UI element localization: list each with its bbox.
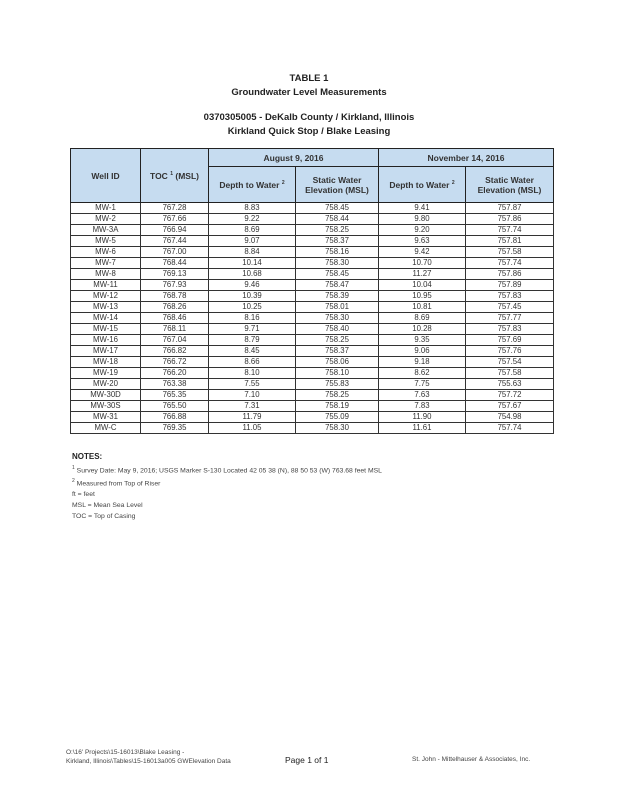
header-static-aug: Static Water Elevation (MSL) bbox=[296, 167, 379, 203]
cell-depth-aug: 7.10 bbox=[209, 390, 296, 401]
cell-depth-aug: 11.79 bbox=[209, 412, 296, 423]
table-row bbox=[71, 247, 554, 258]
cell-static-nov: 757.58 bbox=[466, 368, 554, 379]
table-row bbox=[71, 203, 554, 214]
table-row bbox=[71, 291, 554, 302]
cell-depth-nov: 8.69 bbox=[379, 313, 466, 324]
cell-depth-aug: 10.68 bbox=[209, 269, 296, 280]
note-toc: TOC = Top of Casing bbox=[72, 512, 136, 520]
cell-depth-nov: 9.63 bbox=[379, 236, 466, 247]
cell-static-nov: 757.69 bbox=[466, 335, 554, 346]
cell-static-aug: 758.06 bbox=[296, 357, 379, 368]
cell-depth-nov: 10.28 bbox=[379, 324, 466, 335]
cell-depth-nov: 10.04 bbox=[379, 280, 466, 291]
note-msl: MSL = Mean Sea Level bbox=[72, 501, 143, 509]
cell-depth-nov: 7.63 bbox=[379, 390, 466, 401]
cell-depth-nov: 10.95 bbox=[379, 291, 466, 302]
cell-depth-nov: 9.18 bbox=[379, 357, 466, 368]
cell-depth-nov: 9.42 bbox=[379, 247, 466, 258]
cell-static-nov: 757.74 bbox=[466, 423, 554, 434]
cell-static-aug: 758.45 bbox=[296, 203, 379, 214]
cell-static-nov: 757.83 bbox=[466, 324, 554, 335]
cell-toc: 763.38 bbox=[141, 379, 209, 390]
table-title: TABLE 1 bbox=[289, 73, 329, 84]
table-row bbox=[71, 214, 554, 225]
cell-static-aug: 758.19 bbox=[296, 401, 379, 412]
cell-depth-aug: 10.25 bbox=[209, 302, 296, 313]
header-well-id: Well ID bbox=[71, 149, 141, 203]
table-row bbox=[71, 390, 554, 401]
cell-depth-aug: 8.45 bbox=[209, 346, 296, 357]
table-subtitle: Groundwater Level Measurements bbox=[231, 87, 387, 98]
note-2: $^2$ Measured from Top of Riser bbox=[72, 478, 161, 488]
cell-static-nov: 757.83 bbox=[466, 291, 554, 302]
cell-toc: 768.44 bbox=[141, 258, 209, 269]
note-ft: ft = feet bbox=[72, 491, 95, 499]
cell-static-nov: 757.67 bbox=[466, 401, 554, 412]
cell-well-id: MW-17 bbox=[71, 346, 141, 357]
cell-depth-aug: 9.07 bbox=[209, 236, 296, 247]
cell-depth-aug: 10.14 bbox=[209, 258, 296, 269]
cell-depth-aug: 8.16 bbox=[209, 313, 296, 324]
cell-static-nov: 757.45 bbox=[466, 302, 554, 313]
cell-static-aug: 758.40 bbox=[296, 324, 379, 335]
cell-well-id: MW-7 bbox=[71, 258, 141, 269]
cell-depth-nov: 11.90 bbox=[379, 412, 466, 423]
cell-well-id: MW-30D bbox=[71, 390, 141, 401]
header-depth-aug: Depth to Water $^2$ bbox=[209, 167, 296, 203]
table-row bbox=[71, 346, 554, 357]
cell-depth-nov: 9.06 bbox=[379, 346, 466, 357]
cell-depth-nov: 9.35 bbox=[379, 335, 466, 346]
header-toc: TOC $^1$ (MSL) bbox=[141, 149, 209, 203]
cell-depth-aug: 11.05 bbox=[209, 423, 296, 434]
cell-toc: 765.35 bbox=[141, 390, 209, 401]
cell-toc: 768.26 bbox=[141, 302, 209, 313]
cell-static-nov: 757.86 bbox=[466, 269, 554, 280]
table-row bbox=[71, 225, 554, 236]
cell-toc: 767.28 bbox=[141, 203, 209, 214]
cell-depth-nov: 7.83 bbox=[379, 401, 466, 412]
cell-toc: 767.66 bbox=[141, 214, 209, 225]
footer-path: O:\16' Projects\15-16013\Blake Leasing - Kirkland, Illinois\Tables\15-16013a005 GWElevation Data bbox=[66, 749, 231, 765]
cell-static-nov: 757.76 bbox=[466, 346, 554, 357]
cell-well-id: MW-15 bbox=[71, 324, 141, 335]
notes bbox=[72, 452, 382, 522]
cell-static-nov: 757.87 bbox=[466, 203, 554, 214]
cell-well-id: MW-3A bbox=[71, 225, 141, 236]
cell-static-aug: 758.37 bbox=[296, 346, 379, 357]
cell-well-id: MW-8 bbox=[71, 269, 141, 280]
cell-toc: 768.78 bbox=[141, 291, 209, 302]
table-row bbox=[71, 357, 554, 368]
cell-toc: 767.04 bbox=[141, 335, 209, 346]
cell-static-aug: 758.30 bbox=[296, 423, 379, 434]
cell-toc: 768.11 bbox=[141, 324, 209, 335]
cell-toc: 766.82 bbox=[141, 346, 209, 357]
cell-depth-nov: 11.61 bbox=[379, 423, 466, 434]
cell-depth-nov: 9.80 bbox=[379, 214, 466, 225]
header-depth-nov: Depth to Water $^2$ bbox=[379, 167, 466, 203]
notes-heading: NOTES: bbox=[72, 452, 103, 461]
cell-static-aug: 755.09 bbox=[296, 412, 379, 423]
table-row bbox=[71, 368, 554, 379]
cell-well-id: MW-12 bbox=[71, 291, 141, 302]
cell-static-nov: 757.77 bbox=[466, 313, 554, 324]
header-date-nov: November 14, 2016 bbox=[379, 149, 554, 167]
cell-toc: 766.88 bbox=[141, 412, 209, 423]
cell-toc: 766.20 bbox=[141, 368, 209, 379]
cell-depth-aug: 9.22 bbox=[209, 214, 296, 225]
cell-static-nov: 757.58 bbox=[466, 247, 554, 258]
cell-well-id: MW-31 bbox=[71, 412, 141, 423]
cell-well-id: MW-1 bbox=[71, 203, 141, 214]
cell-static-aug: 758.44 bbox=[296, 214, 379, 225]
cell-toc: 767.44 bbox=[141, 236, 209, 247]
cell-toc: 768.46 bbox=[141, 313, 209, 324]
cell-toc: 766.72 bbox=[141, 357, 209, 368]
cell-depth-nov: 10.70 bbox=[379, 258, 466, 269]
cell-static-aug: 758.45 bbox=[296, 269, 379, 280]
cell-static-nov: 757.86 bbox=[466, 214, 554, 225]
cell-static-aug: 758.37 bbox=[296, 236, 379, 247]
cell-static-aug: 758.30 bbox=[296, 313, 379, 324]
cell-toc: 766.94 bbox=[141, 225, 209, 236]
table-row bbox=[71, 335, 554, 346]
cell-depth-aug: 8.84 bbox=[209, 247, 296, 258]
cell-well-id: MW-18 bbox=[71, 357, 141, 368]
cell-static-aug: 758.25 bbox=[296, 335, 379, 346]
cell-depth-aug: 8.79 bbox=[209, 335, 296, 346]
cell-well-id: MW-14 bbox=[71, 313, 141, 324]
project-line: 0370305005 - DeKalb County / Kirkland, Illinois bbox=[203, 112, 415, 123]
table-row bbox=[71, 401, 554, 412]
cell-static-nov: 755.63 bbox=[466, 379, 554, 390]
cell-depth-aug: 8.66 bbox=[209, 357, 296, 368]
cell-well-id: MW-20 bbox=[71, 379, 141, 390]
cell-static-aug: 758.47 bbox=[296, 280, 379, 291]
cell-static-nov: 757.74 bbox=[466, 225, 554, 236]
note-1: $^1$ Survey Date: May 9, 2016; USGS Marker S-130 Located 42 05 38 (N), 88 50 53 (W) 763.68 feet MSL bbox=[72, 464, 382, 474]
table-row bbox=[71, 258, 554, 269]
cell-depth-nov: 10.81 bbox=[379, 302, 466, 313]
cell-static-aug: 758.39 bbox=[296, 291, 379, 302]
footer-page: Page 1 of 1 bbox=[285, 755, 329, 765]
cell-well-id: MW-19 bbox=[71, 368, 141, 379]
cell-well-id: MW-6 bbox=[71, 247, 141, 258]
cell-static-nov: 757.74 bbox=[466, 258, 554, 269]
table-row bbox=[71, 423, 554, 434]
cell-well-id: MW-13 bbox=[71, 302, 141, 313]
groundwater-table bbox=[70, 148, 554, 434]
cell-depth-nov: 8.62 bbox=[379, 368, 466, 379]
table-row bbox=[71, 280, 554, 291]
cell-well-id: MW-5 bbox=[71, 236, 141, 247]
table-row bbox=[71, 324, 554, 335]
header-date-aug: August 9, 2016 bbox=[209, 149, 379, 167]
cell-well-id: MW-30S bbox=[71, 401, 141, 412]
cell-static-aug: 758.25 bbox=[296, 390, 379, 401]
cell-well-id: MW-C bbox=[71, 423, 141, 434]
cell-depth-aug: 8.83 bbox=[209, 203, 296, 214]
cell-depth-aug: 8.69 bbox=[209, 225, 296, 236]
table-row bbox=[71, 379, 554, 390]
cell-toc: 767.93 bbox=[141, 280, 209, 291]
cell-static-aug: 758.30 bbox=[296, 258, 379, 269]
table-row bbox=[71, 269, 554, 280]
cell-static-nov: 757.54 bbox=[466, 357, 554, 368]
cell-well-id: MW-11 bbox=[71, 280, 141, 291]
cell-depth-nov: 11.27 bbox=[379, 269, 466, 280]
header-static-nov: Static Water Elevation (MSL) bbox=[466, 167, 554, 203]
site-line: Kirkland Quick Stop / Blake Leasing bbox=[227, 126, 391, 137]
footer-company: St. John - Mittelhauser & Associates, Inc. bbox=[412, 756, 531, 763]
cell-static-nov: 757.89 bbox=[466, 280, 554, 291]
cell-depth-aug: 7.55 bbox=[209, 379, 296, 390]
cell-static-aug: 758.10 bbox=[296, 368, 379, 379]
table-row bbox=[71, 302, 554, 313]
cell-depth-nov: 7.75 bbox=[379, 379, 466, 390]
cell-depth-nov: 9.20 bbox=[379, 225, 466, 236]
cell-depth-aug: 10.39 bbox=[209, 291, 296, 302]
cell-depth-aug: 9.46 bbox=[209, 280, 296, 291]
cell-static-nov: 757.72 bbox=[466, 390, 554, 401]
cell-well-id: MW-16 bbox=[71, 335, 141, 346]
cell-static-aug: 758.16 bbox=[296, 247, 379, 258]
cell-depth-aug: 9.71 bbox=[209, 324, 296, 335]
cell-well-id: MW-2 bbox=[71, 214, 141, 225]
cell-static-nov: 757.81 bbox=[466, 236, 554, 247]
cell-static-nov: 754.98 bbox=[466, 412, 554, 423]
cell-static-aug: 758.01 bbox=[296, 302, 379, 313]
cell-toc: 765.50 bbox=[141, 401, 209, 412]
cell-toc: 767.00 bbox=[141, 247, 209, 258]
table-row bbox=[71, 412, 554, 423]
table-row bbox=[71, 313, 554, 324]
table-row bbox=[71, 236, 554, 247]
cell-depth-aug: 7.31 bbox=[209, 401, 296, 412]
cell-static-aug: 755.83 bbox=[296, 379, 379, 390]
cell-static-aug: 758.25 bbox=[296, 225, 379, 236]
cell-toc: 769.35 bbox=[141, 423, 209, 434]
cell-depth-nov: 9.41 bbox=[379, 203, 466, 214]
cell-toc: 769.13 bbox=[141, 269, 209, 280]
cell-depth-aug: 8.10 bbox=[209, 368, 296, 379]
